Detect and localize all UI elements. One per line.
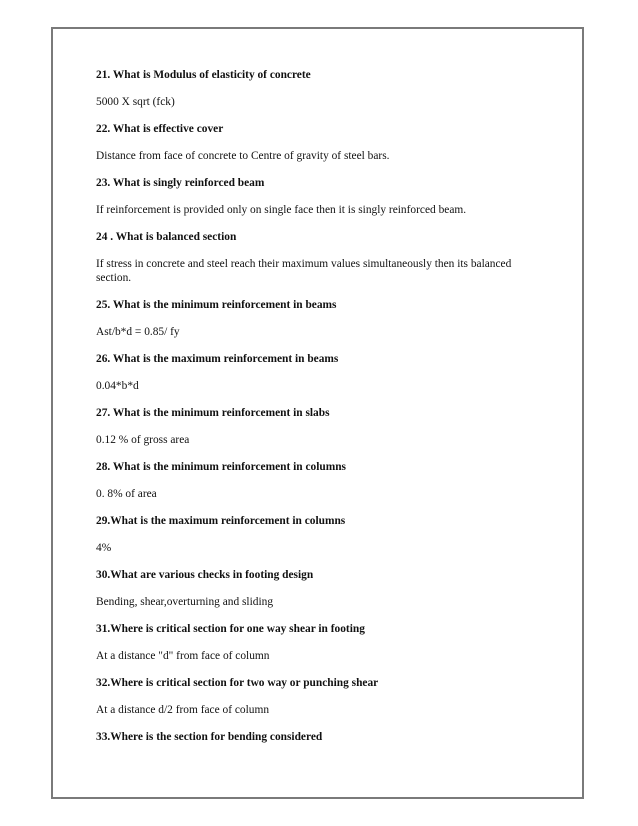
question-21: 21. What is Modulus of elasticity of concrete: [96, 69, 311, 81]
question-31: 31.Where is critical section for one way shear in footing: [96, 623, 365, 635]
answer-30: Bending, shear,overturning and sliding: [96, 596, 274, 608]
qa-item-27: [96, 406, 536, 447]
answer-22: Distance from face of concrete to Centre of gravity of steel bars.: [96, 150, 390, 162]
question-22: 22. What is effective cover: [96, 123, 224, 135]
question-26: 26. What is the maximum reinforcement in beams: [96, 353, 339, 365]
answer-27: 0.12 % of gross area: [96, 434, 190, 446]
question-24: 24 . What is balanced section: [96, 231, 237, 243]
qa-item-28: [96, 460, 536, 501]
question-33: 33.Where is the section for bending considered: [96, 731, 323, 743]
answer-29: 4%: [96, 542, 112, 554]
question-30: 30.What are various checks in footing design: [96, 569, 314, 581]
question-32: 32.Where is critical section for two way or punching shear: [96, 677, 379, 689]
answer-23: If reinforcement is provided only on single face then it is singly reinforced beam.: [96, 204, 467, 216]
qa-item-25: [96, 298, 536, 339]
answer-28: 0. 8% of area: [96, 488, 157, 500]
qa-item-21: [96, 68, 536, 109]
answer-25: Ast/b*d = 0.85/ fy: [96, 326, 180, 338]
question-27: 27. What is the minimum reinforcement in slabs: [96, 407, 330, 419]
answer-24: If stress in concrete and steel reach their maximum values simultaneously then its balanced section.: [96, 258, 512, 284]
qa-item-30: [96, 568, 536, 609]
question-23: 23. What is singly reinforced beam: [96, 177, 265, 189]
qa-item-22: [96, 122, 536, 163]
answer-31: At a distance "d" from face of column: [96, 650, 270, 662]
answer-21: 5000 X sqrt (fck): [96, 96, 175, 108]
answer-26: 0.04*b*d: [96, 380, 139, 392]
qa-item-26: [96, 352, 536, 393]
question-29: 29.What is the maximum reinforcement in columns: [96, 515, 346, 527]
qa-item-29: [96, 514, 536, 555]
qa-content: [96, 68, 536, 757]
qa-item-32: [96, 676, 536, 717]
question-28: 28. What is the minimum reinforcement in columns: [96, 461, 346, 473]
qa-item-33: [96, 730, 536, 744]
qa-item-23: [96, 176, 536, 217]
question-25: 25. What is the minimum reinforcement in beams: [96, 299, 337, 311]
qa-item-24: [96, 230, 536, 285]
qa-item-31: [96, 622, 536, 663]
answer-32: At a distance d/2 from face of column: [96, 704, 270, 716]
